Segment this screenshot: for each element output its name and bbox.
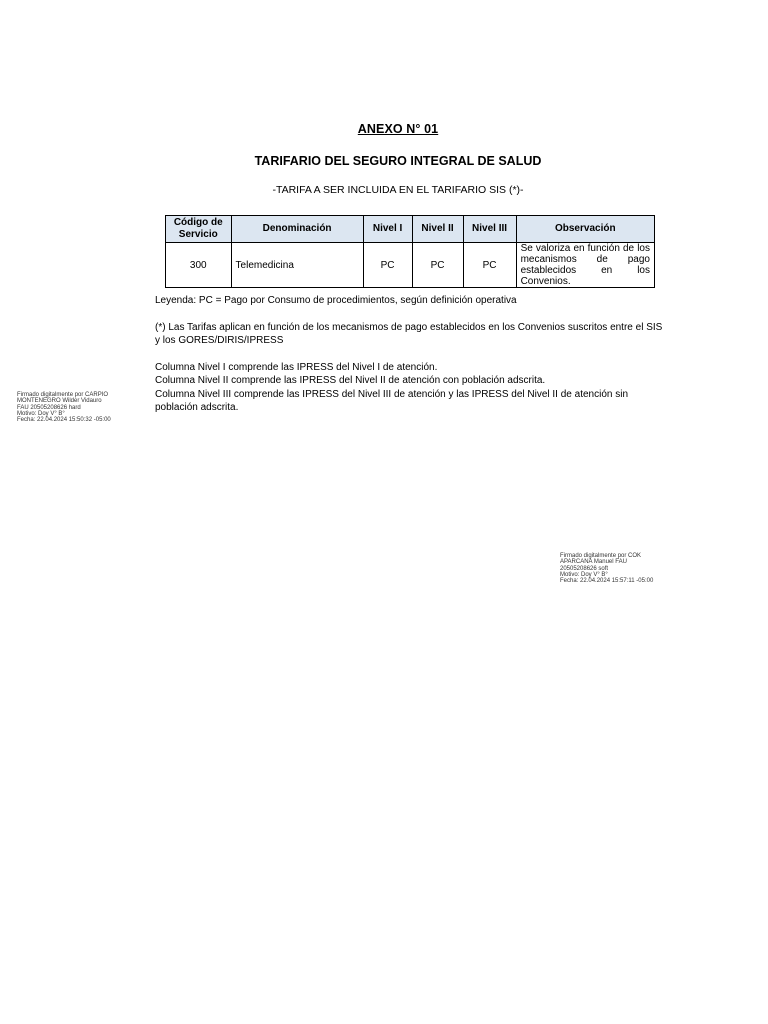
header-service-code-line2: Servicio — [178, 229, 218, 240]
digital-signature-left — [17, 392, 111, 423]
cell-observation: Se valoriza en función de los mecanismos de pago establecidos en los Convenios. — [516, 243, 654, 288]
cell-level-1: PC — [363, 243, 412, 288]
signature-right-line-5: Fecha: 22.04.2024 15:57:11 -05:00 — [560, 578, 654, 585]
table-row — [166, 243, 655, 288]
digital-signature-right — [560, 553, 653, 584]
tariff-table — [165, 215, 655, 288]
notes-section — [155, 294, 715, 415]
header-level-2: Nivel II — [412, 216, 463, 243]
cell-service-code: 300 — [166, 243, 232, 288]
document-title: TARIFARIO DEL SEGURO INTEGRAL DE SALUD — [254, 154, 542, 168]
table-header-row — [166, 216, 655, 243]
signature-left-line-3: FAU 20505208626 hard — [17, 404, 81, 411]
header-service-code-line1: Código de — [173, 217, 223, 228]
footnote-line-1: (*) Las Tarifas aplican en función de los mecanismos de pago establecidos en los Convenios suscritos entre el SIS — [155, 321, 663, 333]
signature-left-line-2: MONTENEGRO Wilder Vidauro — [17, 398, 102, 405]
signature-left-line-1: Firmado digitalmente por CARPIO — [17, 392, 109, 398]
signature-right-line-1: Firmado digitalmente por COK — [560, 553, 642, 559]
header-service-code — [166, 216, 232, 243]
cell-level-2: PC — [412, 243, 463, 288]
signature-left-line-5: Fecha: 22.04.2024 15:50:32 -05:00 — [17, 417, 111, 424]
cell-denomination: Telemedicina — [231, 243, 363, 288]
signature-right-line-4: Motivo: Doy V° B° — [560, 571, 608, 578]
header-level-1: Nivel I — [363, 216, 412, 243]
annex-title: ANEXO N° 01 — [357, 122, 439, 136]
document-subtitle: -TARIFA A SER INCLUIDA EN EL TARIFARIO SIS (*)- — [272, 184, 524, 196]
column-level-1-note: Columna Nivel I comprende las IPRESS del Nivel I de atención. — [155, 361, 438, 373]
signature-right-line-3: 20505208626 soft — [560, 565, 609, 572]
header-denomination: Denominación — [231, 216, 363, 243]
column-level-3-note-line-1: Columna Nivel III comprende las IPRESS del Nivel III de atención y las IPRESS del Nivel II de atención sin — [155, 388, 629, 400]
footnote-line-2: y los GORES/DIRIS/IPRESS — [155, 335, 284, 346]
signature-right-line-2: APARCANA Manuel FAU — [560, 559, 627, 566]
signature-left-line-4: Motivo: Doy V° B° — [17, 410, 65, 417]
header-level-3: Nivel III — [463, 216, 516, 243]
column-level-3-note-line-2: población adscrita. — [155, 402, 239, 413]
cell-level-3: PC — [463, 243, 516, 288]
column-level-2-note: Columna Nivel II comprende las IPRESS del Nivel II de atención con población adscrita. — [155, 375, 546, 386]
header-observation: Observación — [516, 216, 654, 243]
legend-text: Leyenda: PC = Pago por Consumo de procedimientos, según definición operativa — [155, 295, 517, 306]
